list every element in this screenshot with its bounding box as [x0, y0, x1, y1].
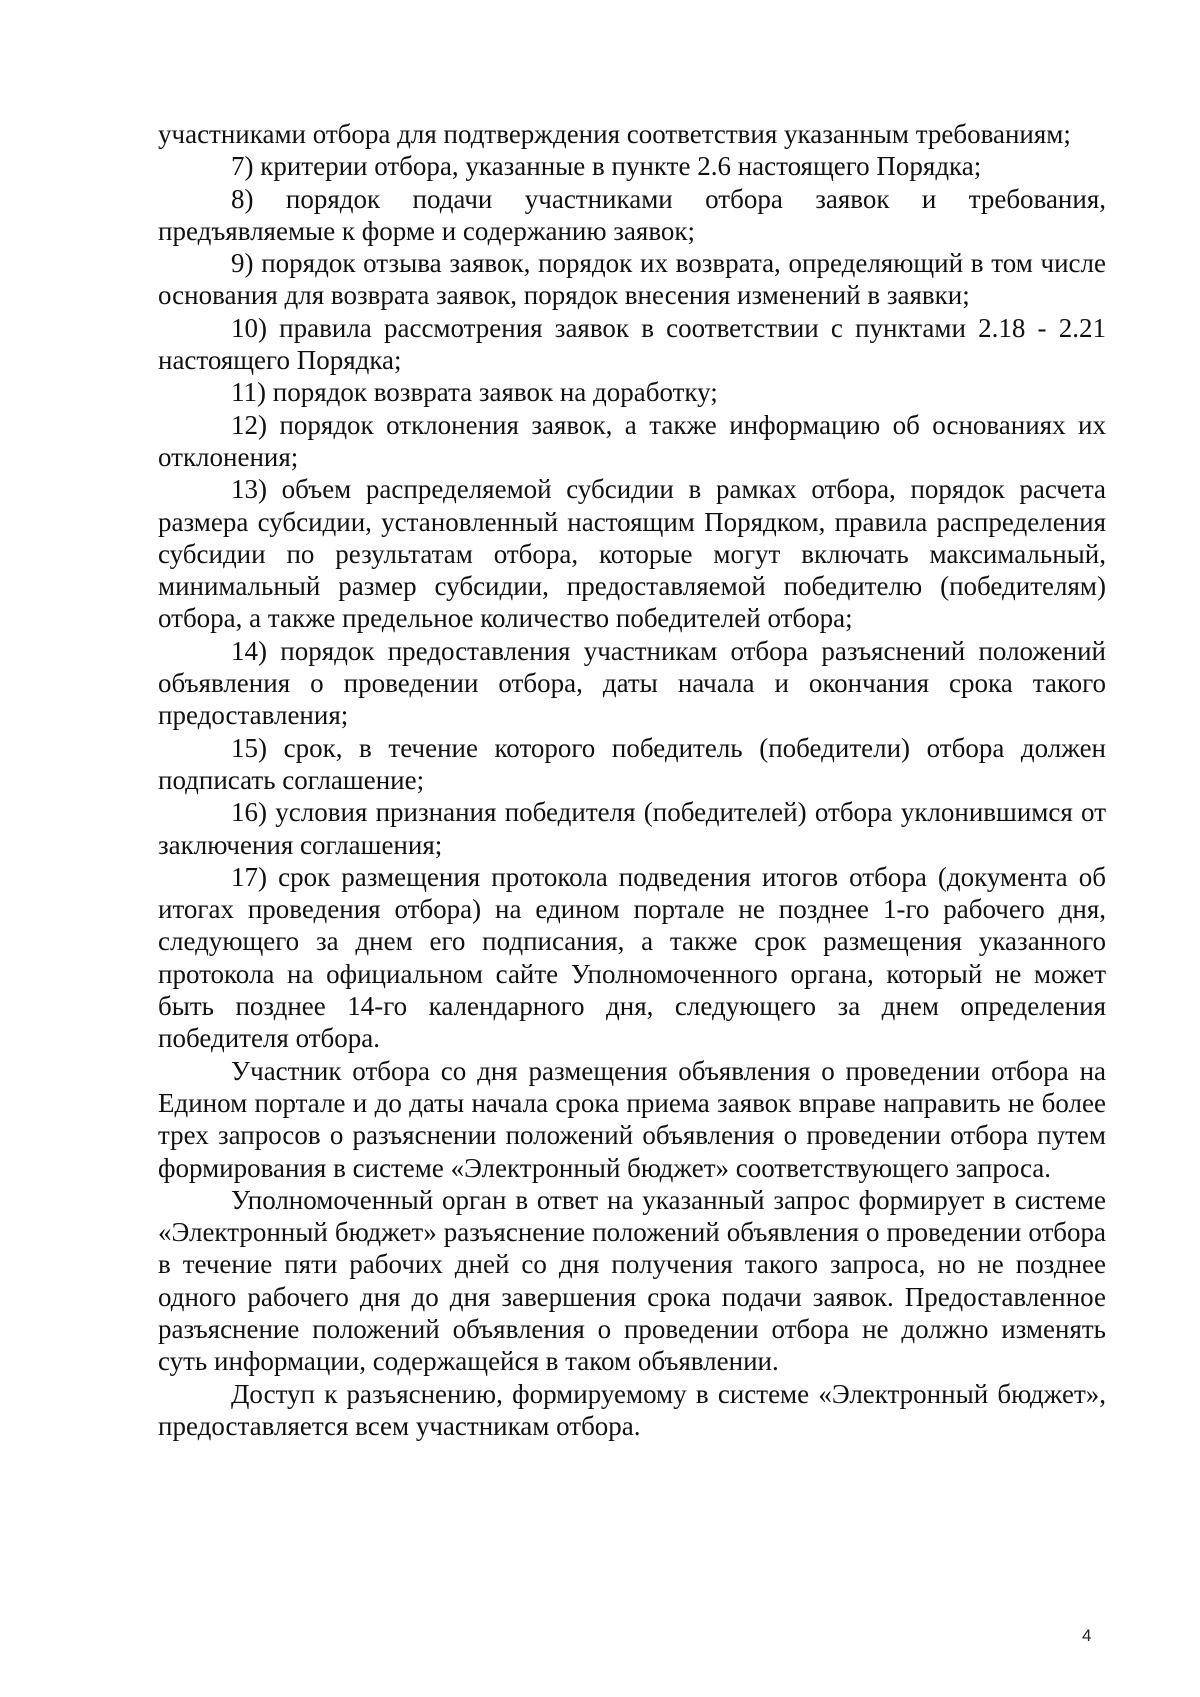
page-number: 4: [1082, 1626, 1092, 1645]
paragraph-participant-requests: Участник отбора со дня размещения объявления о проведении отбора на Едином портале и до даты начала срока приема заявок вправе направить не более трех запросов о разъяснении положений объявления о проведении отбора путем формирования в системе «Электронный бюджет» соответствующего запроса.: [158, 1055, 1106, 1183]
list-item-14: 14) порядок предоставления участникам отбора разъяснений положений объявления о проведении отбора, даты начала и окончания срока такого предоставления;: [158, 635, 1106, 731]
list-item-16: 16) условия признания победителя (победителей) отбора уклонившимся от заключения соглашения;: [158, 797, 1106, 860]
list-item-17: 17) срок размещения протокола подведения итогов отбора (документа об итогах проведения отбора) на едином портале не позднее 1-го рабочего дня, следующего за днем его подписания, а также срок размещения указанного протокола на официальном сайте Уполномоченного органа, который не может быть позднее 14-го календарного дня, следующего за днем определения победителя отбора.: [158, 861, 1106, 1054]
list-item-13: 13) объем распределяемой субсидии в рамках отбора, порядок расчета размера субсидии, установленный настоящим Порядком, правила распределения субсидии по результатам отбора, которые могут включать максимальный, минимальный размер субсидии, предоставляемой победителю (победителям) отбора, а также предельное количество победителей отбора;: [158, 474, 1106, 634]
paragraph-access: Доступ к разъяснению, формируемому в системе «Электронный бюджет», предоставляется всем участникам отбора.: [158, 1378, 1106, 1441]
list-item-8: 8) порядок подачи участниками отбора заявок и требования, предъявляемые к форме и содержанию заявок;: [158, 183, 1106, 246]
list-item-15: 15) срок, в течение которого победитель (победители) отбора должен подписать соглашение;: [158, 732, 1106, 795]
paragraph-continuation: участниками отбора для подтверждения соответствия указанным требованиям;: [158, 119, 1071, 149]
list-item-11: 11) порядок возврата заявок на доработку;: [231, 377, 718, 408]
list-item-10: 10) правила рассмотрения заявок в соответствии с пунктами 2.18 - 2.21 настоящего Порядка;: [158, 312, 1106, 376]
paragraph-authority-response: Уполномоченный орган в ответ на указанный запрос формирует в системе «Электронный бюджет» разъяснение положений объявления о проведении отбора в течение пяти рабочих дней со дня получения такого запроса, но не позднее одного рабочего дня до дня завершения срока подачи заявок. Предоставленное разъяснение положений объявления о проведении отбора не должно изменять суть информации, содержащейся в таком объявлении.: [158, 1184, 1106, 1377]
list-item-7: 7) критерии отбора, указанные в пункте 2.6 настоящего Порядка;: [231, 151, 982, 182]
document-page: [158, 118, 1106, 1442]
list-item-9: 9) порядок отзыва заявок, порядок их возврата, определяющий в том числе основания для возврата заявок, порядок внесения изменений в заявки;: [158, 248, 1106, 311]
list-item-12: 12) порядок отклонения заявок, а также информацию об основаниях их отклонения;: [158, 409, 1106, 472]
